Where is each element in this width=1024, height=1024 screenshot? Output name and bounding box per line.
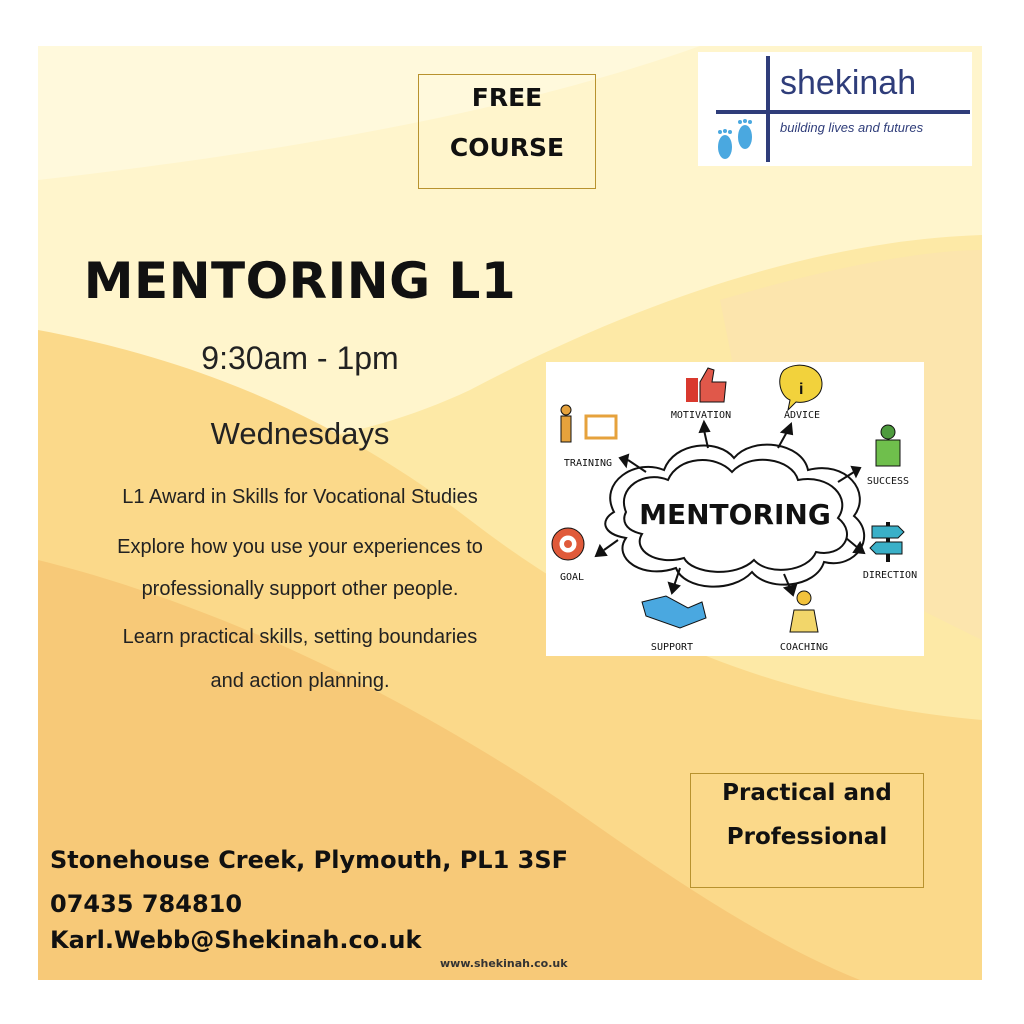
lightbulb-speech-icon — [780, 365, 822, 410]
mentoring-diagram-graphic — [546, 362, 924, 656]
course-award: L1 Award in Skills for Vocational Studies — [122, 486, 478, 508]
diagram-center-label: MENTORING — [639, 498, 831, 531]
contact-email[interactable]: Karl.Webb@Shekinah.co.uk — [50, 926, 422, 954]
coaching-person-icon — [790, 591, 818, 632]
contact-address: Stonehouse Creek, Plymouth, PL1 3SF — [50, 846, 569, 874]
motivation-label: MOTIVATION — [670, 410, 732, 421]
logo-name: shekinah — [780, 64, 917, 102]
course-description-line-2: professionally support other people. — [141, 578, 459, 600]
highlight-line-1: Practical and — [722, 780, 892, 806]
advice-label: ADVICE — [783, 410, 821, 421]
logo-tagline: building lives and futures — [780, 120, 924, 135]
mentoring-diagram — [546, 362, 924, 656]
goal-label: GOAL — [559, 572, 585, 583]
svg-text:i: i — [799, 381, 804, 398]
signpost-direction-icon — [870, 522, 904, 562]
course-day: Wednesdays — [210, 416, 390, 451]
handshake-support-icon — [642, 596, 706, 628]
success-person-icon — [876, 425, 900, 466]
badge-line-2: COURSE — [449, 133, 565, 162]
course-title: MENTORING L1 — [83, 252, 517, 310]
practical-professional-badge — [690, 773, 924, 888]
contact-phone[interactable]: 07435 784810 — [50, 890, 243, 918]
training-presenter-icon — [561, 405, 616, 442]
course-time: 9:30am - 1pm — [201, 340, 399, 376]
logo-graphic — [698, 52, 972, 166]
course-description-line-3: Learn practical skills, setting boundaries — [122, 626, 478, 648]
coaching-label: COACHING — [779, 642, 829, 653]
thumbs-up-icon — [686, 368, 726, 402]
direction-label: DIRECTION — [862, 570, 918, 581]
highlight-line-2: Professional — [726, 824, 888, 850]
course-description-line-1: Explore how you use your experiences to — [117, 536, 483, 558]
footprints-icon — [718, 119, 752, 159]
target-goal-icon — [552, 528, 584, 560]
website-link[interactable]: www.shekinah.co.uk — [440, 957, 568, 970]
success-label: SUCCESS — [866, 476, 910, 487]
badge-line-1: FREE — [471, 83, 543, 112]
training-label: TRAINING — [563, 458, 613, 469]
shekinah-logo — [698, 52, 972, 166]
course-description-line-4: and action planning. — [210, 670, 390, 692]
free-course-badge — [418, 74, 596, 189]
support-label: SUPPORT — [650, 642, 694, 653]
